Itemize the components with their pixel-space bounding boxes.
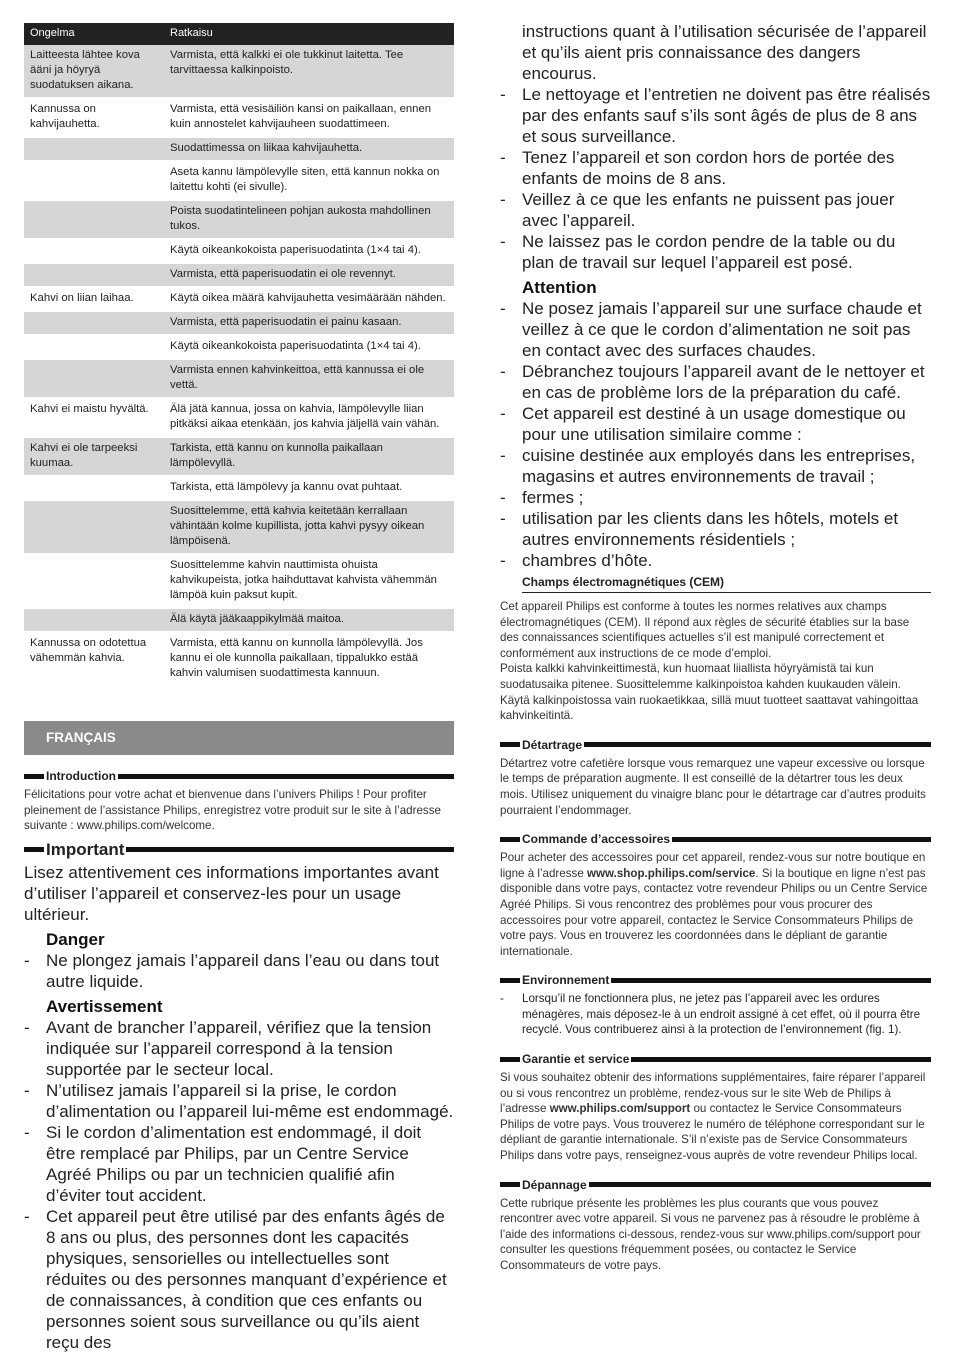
environment-list (500, 991, 931, 1038)
troubleshooting-text: Cette rubrique présente les problèmes les plus courants que vous pouvez rencontrer avec votre appareil. Si vous ne parvenez pas à résoudre le problème à l’aide des informations ci-dessous, rendez-vous sur www.philips.com/support pour consulter les questions fréquemment posées, ou contactez le Service Consommateurs de votre pays. (500, 1196, 921, 1272)
table-cell-solution: Varmista, että vesisäiliön kansi on paikallaan, ennen kuin annostelet kahvijauheen suodattimeen. (164, 98, 454, 137)
table-cell-solution: Suosittelemme, että kahvia keitetään kerrallaan vähintään kolme kupillista, jotta kahvi pysyy oikean lämpöisenä. (164, 500, 454, 554)
list-item: - Ne laissez pas le cordon pendre de la table ou du plan de travail sur lequel l’appareil est posé. (500, 231, 931, 273)
list-item: - utilisation par les clients dans les hôtels, motels et autres environnements résidentiels ; (500, 508, 931, 550)
emf-heading: Champs électromagnétiques (CEM) (522, 575, 931, 593)
table-cell-solution: Käytä oikea määrä kahvijauhetta vesimäärään nähden. (164, 287, 454, 311)
section-heading-troubleshooting: Dépannage (500, 1178, 931, 1192)
table-cell-problem (24, 359, 164, 398)
section-heading-warranty: Garantie et service (500, 1052, 931, 1066)
warranty-text: Si vous souhaitez obtenir des informations supplémentaires, faire réparer l’appareil ou si vous rencontrez un problème, rendez-vous sur le site Web de Philips à l’adresse www.philips.com/support ou contactez le Service Consommateurs Philips de votre pays. Vous trouverez le numéro de téléphone correspondant sur le dépliant de garantie internationale. S’il n’existe pas de Service Consommateurs Philips dans votre pays, renseignez-vous auprès de votre revendeur Philips local. (500, 1071, 926, 1163)
warning-list-continued (500, 21, 931, 273)
table-row (24, 161, 454, 200)
section-heading-important: Important (24, 840, 454, 860)
table-cell-problem (24, 335, 164, 359)
table-cell-problem (24, 200, 164, 239)
table-cell-solution: Aseta kannu lämpölevylle siten, että kannun nokka on laitettu kohti (ei sivulle). (164, 161, 454, 200)
table-cell-solution: Varmista, että kannu on kunnolla lämpölevyllä. Jos kannu ei ole kunnolla paikallaan, tippalukko estää kahvin valumisen suodattimesta kannuun. (164, 632, 454, 686)
table-cell-problem (24, 137, 164, 161)
table-row (24, 335, 454, 359)
table-cell-solution: Tarkista, että kannu on kunnolla paikallaan lämpölevyllä. (164, 437, 454, 476)
section-heading-accessories: Commande d’accessoires (500, 832, 931, 846)
table-cell-problem: Kahvi ei ole tarpeeksi kuumaa. (24, 437, 164, 476)
list-item: - Débranchez toujours l’appareil avant de le nettoyer et en cas de problème lors de la préparation du café. (500, 361, 931, 403)
table-row (24, 608, 454, 632)
table-row (24, 200, 454, 239)
intro-text: Félicitations pour votre achat et bienvenue dans l’univers Philips ! Pour profiter pleinement de l’assistance Philips, enregistrez votre produit sur le site à l’adresse suivante : www.philips.com/welcome. (24, 788, 441, 833)
section-heading-introduction: Introduction (24, 769, 454, 783)
support-link[interactable]: www.philips.com/support (549, 1102, 691, 1116)
list-item: - Cet appareil peut être utilisé par des enfants âgés de 8 ans ou plus, des personnes dont les capacités physiques, sensorielles ou intellectuelles sont réduites ou des personnes manquant d’expérience et de connaissances, à condition que ces enfants ou personnes soient sous surveillance ou qu’ils aient reçu des (24, 1206, 454, 1353)
table-cell-solution: Suosittelemme kahvin nauttimista ohuista kahvikupeista, jotka haihduttavat kahvista vähemmän lämpöä kuin paksut kupit. (164, 554, 454, 608)
table-cell-problem (24, 161, 164, 200)
caution-heading: Attention (522, 278, 597, 297)
table-cell-problem (24, 239, 164, 263)
table-cell-problem: Laitteesta lähtee kova ääni ja höyryä suodatuksen aikana. (24, 45, 164, 98)
list-item: - N’utilisez jamais l’appareil si la prise, le cordon d’alimentation ou l’appareil lui-même est endommagé. (24, 1080, 454, 1122)
list-item: - chambres d’hôte. (500, 550, 931, 571)
list-item: - Veillez à ce que les enfants ne puissent pas jouer avec l’appareil. (500, 189, 931, 231)
table-header-row (24, 23, 454, 45)
table-cell-problem (24, 554, 164, 608)
shop-link[interactable]: www.shop.philips.com/service (587, 866, 756, 880)
table-row (24, 554, 454, 608)
list-item: - cuisine destinée aux employés dans les entreprises, magasins et autres environnements de travail ; (500, 445, 931, 487)
table-row (24, 137, 454, 161)
table-row (24, 437, 454, 476)
column-header-problem: Ongelma (24, 23, 164, 45)
right-column (500, 21, 931, 1274)
emf-text-fi: Poista kalkki kahvinkeittimestä, kun huomaat liiallista höyryämistä tai kun suodatusaika pitenee. Suosittelemme kalkinpoistoa kahden kuukauden välein. Käytä kalkinpoistossa vain ruokaetikkaa, sillä muut tuotteet saattavat vahingoittaa kahvinkeitintä. (500, 662, 919, 723)
danger-list (24, 950, 454, 992)
table-cell-solution: Varmista, että paperisuodatin ei painu kasaan. (164, 311, 454, 335)
list-item: - Cet appareil est destiné à un usage domestique ou pour une utilisation similaire comme : (500, 403, 931, 445)
table-body (24, 45, 454, 686)
warning-list (24, 1017, 454, 1353)
list-item: - fermes ; (500, 487, 931, 508)
table-cell-solution: Varmista, että kalkki ei ole tukkinut laitetta. Tee tarvittaessa kalkinpoisto. (164, 45, 454, 98)
descaling-text: Détartrez votre cafetière lorsque vous remarquez une vapeur excessive ou lorsque le temps de préparation augmente. Il est conseillé de la détartrer tous les deux mois. Utilisez uniquement du vinaigre blanc pour le détartrage car d’autres produits pourraient l’endommager. (500, 756, 926, 817)
table-row (24, 398, 454, 437)
table-row (24, 359, 454, 398)
list-item: - Tenez l’appareil et son cordon hors de portée des enfants de moins de 8 ans. (500, 147, 931, 189)
table-row (24, 263, 454, 287)
important-text: Lisez attentivement ces informations importantes avant d’utiliser l’appareil et conservez-les pour un usage ultérieur. (24, 862, 439, 924)
table-cell-problem: Kannussa on kahvijauhetta. (24, 98, 164, 137)
table-cell-problem: Kannussa on odotettua vähemmän kahvia. (24, 632, 164, 686)
table-row (24, 287, 454, 311)
list-item: - Ne posez jamais l’appareil sur une surface chaude et veillez à ce que le cordon d’alimentation ne soit pas en contact avec des surfaces chaudes. (500, 298, 931, 361)
table-cell-solution: Käytä oikeankokoista paperisuodatinta (1×4 tai 4). (164, 335, 454, 359)
table-row (24, 98, 454, 137)
table-row (24, 239, 454, 263)
accessories-text: Pour acheter des accessoires pour cet appareil, rendez-vous sur notre boutique en ligne à l’adresse www.shop.philips.com/service. Si la boutique en ligne n’est pas disponible dans votre pays, contactez votre revendeur Philips ou un Centre Service Agréé Philips. Si vous rencontrez des problèmes pour vous procurer des accessoires pour votre appareil, contactez le Service Consommateurs Philips de votre pays. Vous en trouverez les coordonnées dans le dépliant de garantie internationale. (500, 851, 928, 958)
section-heading-environment: Environnement (500, 973, 931, 987)
list-item: - Le nettoyage et l’entretien ne doivent pas être réalisés par des enfants sauf s’ils sont âgés de plus de 8 ans et sous surveillance. (500, 84, 931, 147)
list-item: - Si le cordon d’alimentation est endommagé, il doit être remplacé par Philips, par un Centre Service Agréé Philips ou par un technicien qualifié afin d’éviter tout accident. (24, 1122, 454, 1206)
caution-list (500, 298, 931, 571)
list-item: - Lorsqu’il ne fonctionnera plus, ne jetez pas l’appareil avec les ordures ménagères, mais déposez-le à un endroit assigné à cet effet, où il pourra être recyclé. Vous contribuerez ainsi à la protection de l’environnement (fig. 1). (500, 991, 931, 1038)
table-cell-problem (24, 476, 164, 500)
table-cell-solution: Varmista, että paperisuodatin ei ole revennyt. (164, 263, 454, 287)
table-row (24, 45, 454, 98)
table-cell-solution: Tarkista, että lämpölevy ja kannu ovat puhtaat. (164, 476, 454, 500)
table-cell-solution: Älä käytä jääkaappikylmää maitoa. (164, 608, 454, 632)
table-cell-problem: Kahvi on liian laihaa. (24, 287, 164, 311)
table-cell-problem (24, 311, 164, 335)
table-cell-problem: Kahvi ei maistu hyvältä. (24, 398, 164, 437)
table-cell-problem (24, 263, 164, 287)
list-item: instructions quant à l’utilisation sécurisée de l’appareil et qu’ils aient pris connaissance des dangers encourus. (522, 22, 927, 83)
table-cell-solution: Suodattimessa on liikaa kahvijauhetta. (164, 137, 454, 161)
left-column (24, 23, 454, 1353)
emf-text: Cet appareil Philips est conforme à toutes les normes relatives aux champs électromagnétiques (CEM). Il répond aux règles de sécurité établies sur la base des connaissances scientifiques actuelles s’il est manipulé correctement et conformément aux instructions de ce mode d’emploi. (500, 600, 910, 660)
table-row (24, 632, 454, 686)
table-cell-solution: Käytä oikeankokoista paperisuodatinta (1×4 tai 4). (164, 239, 454, 263)
warning-heading: Avertissement (46, 996, 163, 1016)
section-heading-descaling: Détartrage (500, 738, 931, 752)
column-header-solution: Ratkaisu (164, 23, 454, 45)
table-cell-solution: Poista suodatintelineen pohjan aukosta mahdollinen tukos. (164, 200, 454, 239)
table-cell-solution: Älä jätä kannua, jossa on kahvia, lämpölevylle liian pitkäksi aikaa etenkään, jos kahvia jäljellä vain vähän. (164, 398, 454, 437)
troubleshooting-table (24, 23, 454, 687)
list-item: - Avant de brancher l’appareil, vérifiez que la tension indiquée sur l’appareil correspond à la tension supportée par le secteur local. (24, 1017, 454, 1080)
table-row (24, 311, 454, 335)
table-row (24, 476, 454, 500)
table-cell-problem (24, 500, 164, 554)
list-item: - Ne plongez jamais l’appareil dans l’eau ou dans tout autre liquide. (24, 950, 454, 992)
danger-heading: Danger (46, 929, 105, 949)
table-cell-problem (24, 608, 164, 632)
table-row (24, 500, 454, 554)
language-bar: FRANÇAIS (24, 721, 454, 755)
table-cell-solution: Varmista ennen kahvinkeittoa, että kannussa ei ole vettä. (164, 359, 454, 398)
